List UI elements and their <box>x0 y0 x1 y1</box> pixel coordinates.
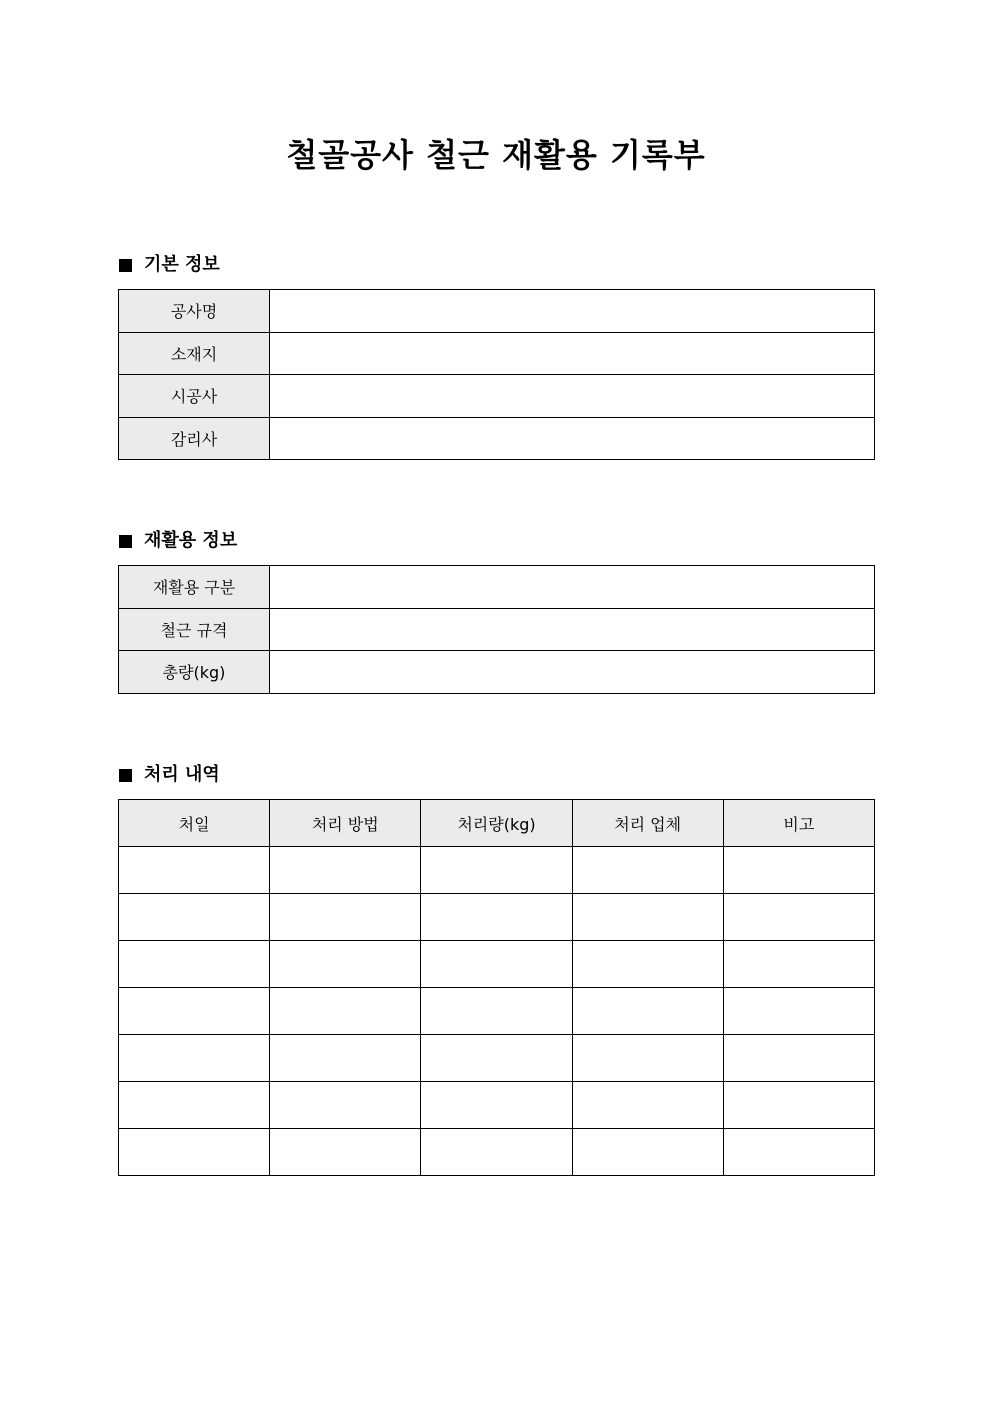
section-heading-records <box>119 763 220 787</box>
field-value-contractor[interactable] <box>270 375 875 418</box>
recycle-info-table <box>118 565 875 694</box>
table-row <box>119 988 875 1035</box>
column-header-date: 처일 <box>119 800 270 847</box>
column-header-method: 처리 방법 <box>270 800 421 847</box>
table-cell[interactable] <box>270 1129 421 1176</box>
field-value-project-name[interactable] <box>270 290 875 333</box>
square-bullet-icon <box>119 259 132 272</box>
column-header-remarks: 비고 <box>723 800 874 847</box>
table-row <box>119 375 875 418</box>
table-cell[interactable] <box>572 988 723 1035</box>
table-cell[interactable] <box>421 941 572 988</box>
field-value-supervisor[interactable] <box>270 417 875 460</box>
table-row <box>119 1129 875 1176</box>
table-row <box>119 941 875 988</box>
field-label-total-weight: 총량(kg) <box>119 651 270 694</box>
table-row <box>119 608 875 651</box>
table-cell[interactable] <box>723 1035 874 1082</box>
document-title: 철골공사 철근 재활용 기록부 <box>286 136 706 174</box>
table-cell[interactable] <box>421 1082 572 1129</box>
table-cell[interactable] <box>572 1082 723 1129</box>
table-row <box>119 417 875 460</box>
table-cell[interactable] <box>119 894 270 941</box>
table-cell[interactable] <box>572 941 723 988</box>
field-label-supervisor: 감리사 <box>119 417 270 460</box>
table-cell[interactable] <box>119 847 270 894</box>
field-label-recycle-type: 재활용 구분 <box>119 566 270 609</box>
table-cell[interactable] <box>723 1082 874 1129</box>
table-row <box>119 651 875 694</box>
table-cell[interactable] <box>723 847 874 894</box>
table-cell[interactable] <box>270 988 421 1035</box>
square-bullet-icon <box>119 769 132 782</box>
table-cell[interactable] <box>421 988 572 1035</box>
table-cell[interactable] <box>270 941 421 988</box>
table-row <box>119 894 875 941</box>
field-label-contractor: 시공사 <box>119 375 270 418</box>
field-value-total-weight[interactable] <box>270 651 875 694</box>
table-cell[interactable] <box>572 847 723 894</box>
table-cell[interactable] <box>270 894 421 941</box>
table-cell[interactable] <box>270 1082 421 1129</box>
table-row <box>119 332 875 375</box>
section-heading-label: 기본 정보 <box>144 254 220 275</box>
field-label-location: 소재지 <box>119 332 270 375</box>
table-cell[interactable] <box>421 894 572 941</box>
table-cell[interactable] <box>572 1035 723 1082</box>
table-row <box>119 290 875 333</box>
table-cell[interactable] <box>421 847 572 894</box>
table-cell[interactable] <box>421 1129 572 1176</box>
table-cell[interactable] <box>119 1082 270 1129</box>
table-row <box>119 847 875 894</box>
table-row <box>119 566 875 609</box>
table-cell[interactable] <box>723 988 874 1035</box>
section-heading-label: 재활용 정보 <box>144 530 238 551</box>
column-header-amount: 처리량(kg) <box>421 800 572 847</box>
table-cell[interactable] <box>270 847 421 894</box>
table-cell[interactable] <box>270 1035 421 1082</box>
table-header-row <box>119 800 875 847</box>
table-cell[interactable] <box>421 1035 572 1082</box>
section-heading-label: 처리 내역 <box>144 764 220 785</box>
field-label-project-name: 공사명 <box>119 290 270 333</box>
table-cell[interactable] <box>119 941 270 988</box>
section-heading-basic <box>119 253 220 277</box>
field-label-rebar-spec: 철근 규격 <box>119 608 270 651</box>
table-cell[interactable] <box>723 894 874 941</box>
table-cell[interactable] <box>119 988 270 1035</box>
table-cell[interactable] <box>119 1129 270 1176</box>
section-heading-recycle <box>119 529 237 553</box>
table-cell[interactable] <box>572 894 723 941</box>
field-value-recycle-type[interactable] <box>270 566 875 609</box>
table-row <box>119 1082 875 1129</box>
table-row <box>119 1035 875 1082</box>
table-cell[interactable] <box>723 941 874 988</box>
column-header-company: 처리 업체 <box>572 800 723 847</box>
processing-records-table <box>118 799 875 1176</box>
table-cell[interactable] <box>119 1035 270 1082</box>
field-value-location[interactable] <box>270 332 875 375</box>
table-cell[interactable] <box>723 1129 874 1176</box>
square-bullet-icon <box>119 535 132 548</box>
basic-info-table <box>118 289 875 460</box>
field-value-rebar-spec[interactable] <box>270 608 875 651</box>
table-cell[interactable] <box>572 1129 723 1176</box>
